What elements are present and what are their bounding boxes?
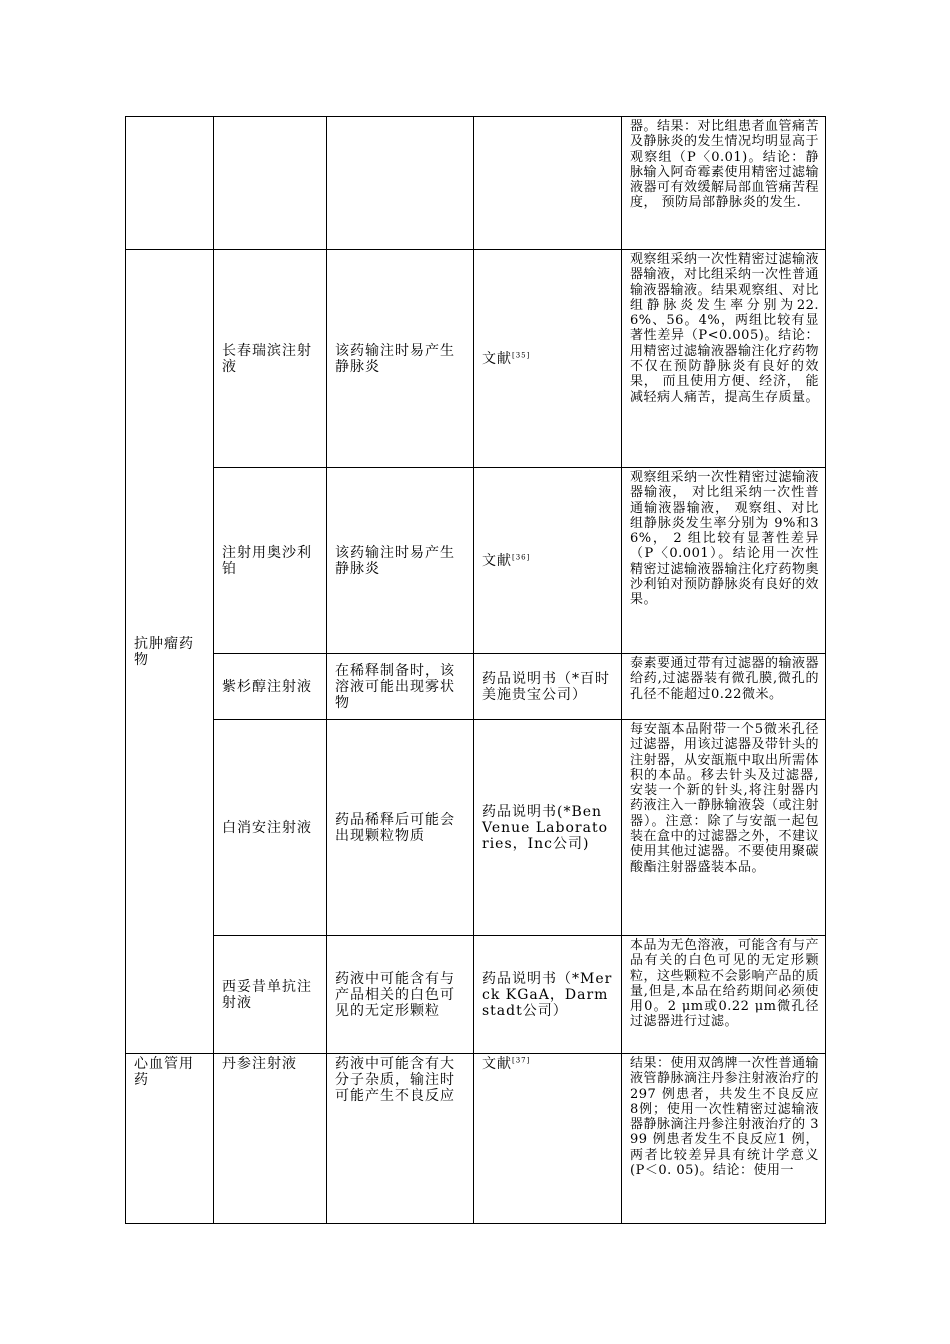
result-cell: 观察组采纳一次性精密过滤输液器输液，对比组采纳一次性普通输液器输液。结果观察组、对比组静脉炎发生率分别为22.6%、56。4%，两组比较有显著性差异（P<0.005)。结论： 用精密过滤输液器输注化疗药物不仅在预防静脉炎有良好的效果， 而且使用方便、经济， 能减轻病人痛苦，提高生存质量。 — [622, 250, 826, 468]
drug-cell: 紫杉醇注射液 — [214, 654, 327, 720]
table-row — [126, 720, 826, 936]
drug-cell: 西妥昔单抗注射液 — [214, 936, 327, 1054]
category-cell: 抗肿瘤药物 — [126, 250, 214, 1054]
table-row — [126, 1054, 826, 1224]
source-cell — [474, 1054, 622, 1224]
source-cell — [474, 117, 622, 250]
source-cell — [474, 468, 622, 654]
result-cell: 泰素要通过带有过滤器的输液器给药,过滤器装有微孔膜,微孔的孔径不能超过0.22微米。 — [622, 654, 826, 720]
table-row — [126, 936, 826, 1054]
category-cell: 心血管用药 — [126, 1054, 214, 1224]
drug-filter-table — [125, 116, 826, 1224]
result-cell: 观察组采纳一次性精密过滤输液器输液， 对比组采纳一次性普通输液器输液， 观察组、对比组静脉炎发生率分别为 9%和36%， 2 组比较有显著性差异（P〈0.001）。结论用一次性精密过滤输液器输注化疗药物奥沙利铂对预防静脉炎有良好的效果。 — [622, 468, 826, 654]
drug-cell — [214, 117, 327, 250]
citation-ref: [36] — [512, 552, 531, 561]
issue-cell: 该药输注时易产生静脉炎 — [327, 468, 474, 654]
source-cell: 药品说明书（*百时美施贵宝公司） — [474, 654, 622, 720]
issue-cell: 在稀释制备时，该溶液可能出现雾状物 — [327, 654, 474, 720]
citation-ref: [37] — [512, 1056, 531, 1065]
table-row — [126, 654, 826, 720]
issue-cell: 药液中可能含有大分子杂质，输注时可能产生不良反应 — [327, 1054, 474, 1224]
category-cell — [126, 117, 214, 250]
source-text: 文献 — [482, 552, 512, 569]
table-row — [126, 468, 826, 654]
issue-cell — [327, 117, 474, 250]
drug-cell: 丹参注射液 — [214, 1054, 327, 1224]
issue-cell: 药液中可能含有与产品相关的白色可见的无定形颗粒 — [327, 936, 474, 1054]
source-text: 文献 — [482, 1056, 512, 1072]
result-cell: 本品为无色溶液，可能含有与产品有关的白色可见的无定形颗粒，这些颗粒不会影响产品的质量,但是,本品在给药期间必须使用0。2 μm或0.22 μm微孔径过滤器进行过滤。 — [622, 936, 826, 1054]
drug-cell: 长春瑞滨注射液 — [214, 250, 327, 468]
table-row — [126, 117, 826, 250]
citation-ref: [35] — [512, 350, 531, 359]
issue-cell: 药品稀释后可能会出现颗粒物质 — [327, 720, 474, 936]
drug-cell: 白消安注射液 — [214, 720, 327, 936]
source-text: 文献 — [482, 350, 512, 367]
result-cell: 结果：使用双鸽牌一次性普通输液管静脉滴注丹参注射液治疗的 297 例患者，共发生不良反应 8例；使用一次性精密过滤输液器静脉滴注丹参注射液治疗的 399 例患者发生不良反应1 例，两者比较差异具有统计学意义(P＜0. 05)。结论：使用一 — [622, 1054, 826, 1224]
result-cell: 每安瓿本品附带一个5微米孔径过滤器，用该过滤器及带针头的注射器，从安瓿瓶中取出所需体积的本品。移去针头及过滤器,安装一个新的针头,将注射器内药液注入一静脉输液袋（或注射器）。注意：除了与安瓿一起包装在盒中的过滤器之外，不建议使用其他过滤器。不要使用聚碳酸酯注射器盛装本品。 — [622, 720, 826, 936]
source-cell: 药品说明书（*Merck KGaA，Darmstadt公司） — [474, 936, 622, 1054]
table-row — [126, 250, 826, 468]
issue-cell: 该药输注时易产生静脉炎 — [327, 250, 474, 468]
result-cell: 器。结果：对比组患者血管痛苦及静脉炎的发生情况均明显高于观察组（P〈0.01)。结论：静脉输入阿奇霉素使用精密过滤输液器可有效缓解局部血管痛苦程度， 预防局部静脉炎的发生. — [622, 117, 826, 250]
source-cell — [474, 250, 622, 468]
drug-cell: 注射用奥沙利铂 — [214, 468, 327, 654]
source-cell: 药品说明书(*Ben Venue Laboratories，Inc公司) — [474, 720, 622, 936]
